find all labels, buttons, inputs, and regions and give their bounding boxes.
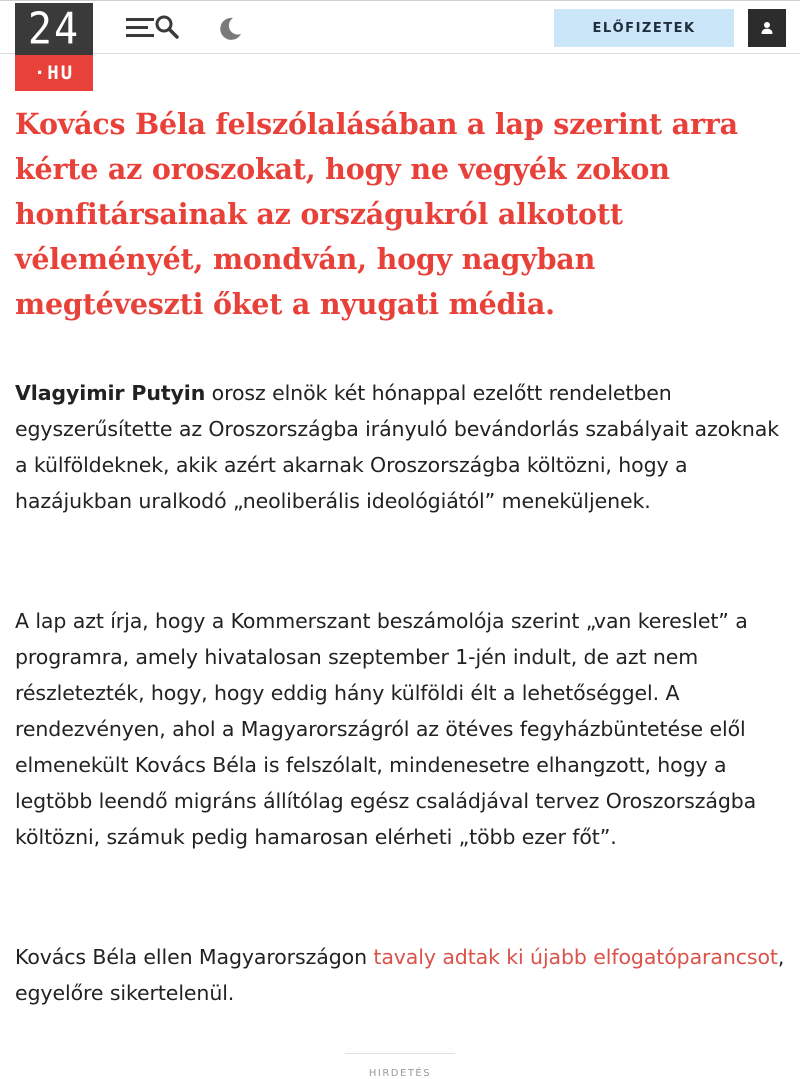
top-header [0,0,800,84]
paragraph-3-text-before: Kovács Béla ellen Magyarországon [15,945,374,969]
article-lead: Kovács Béla felszólalásában a lap szerint arra kérte az oroszokat, hogy ne vegyék zokon honfitársainak az országukról alkotott véleményét, mondván, hogy nagyban megtéveszti őket a nyugati média. [15,107,738,321]
ad-divider [345,1053,455,1054]
subscribe-button[interactable]: ELŐFIZETEK [554,9,734,47]
paragraph-1-text: orosz elnök két hónappal ezelőtt rendeletben egyszerűsítette az Oroszországba irányuló bevándorlás szabályait azoknak a külföldeknek, akik azért akarnak Oroszországba költözni, hogy a hazájukban uralkodó „neoliberális ideológiától” meneküljenek. [15,381,779,513]
paragraph-3-text-after: , egyelőre sikertelenül. [15,945,785,1005]
ad-label: HIRDETÉS [368,1068,432,1079]
moon-icon [216,15,244,43]
user-icon [759,20,775,36]
dark-mode-toggle[interactable] [216,15,244,43]
account-button[interactable] [748,9,786,47]
search-icon [124,11,182,45]
article-paragraph-3 [15,939,785,1011]
logo-domain-tag[interactable]: ·HU [15,55,93,91]
arrest-warrant-link[interactable]: tavaly adtak ki újabb elfogatóparancsot [373,945,778,969]
logo-number: 24 [27,3,81,55]
person-name-bold: Vlagyimir Putyin [15,381,206,405]
article-paragraph-2: A lap azt írja, hogy a Kommerszant beszámolója szerint „van kereslet” a programra, amely hivatalosan szeptember 1-jén indult, de azt nem részletezték, hogy, hogy eddig hány külföldi élt a lehetőséggel. A rendezvényen, ahol a Magyarországról az ötéves fegyházbüntetése elől elmenekült Kovács Béla is felszólalt, mindenesetre elhangzott, hogy a legtöbb leendő migráns állítólag egész családjával tervez Oroszországba költözni, számuk pedig hamarosan elérheti „több ezer főt”. [15,609,757,849]
menu-search-button[interactable] [124,11,182,45]
article-paragraph-1 [15,375,785,519]
site-logo[interactable] [15,3,93,55]
